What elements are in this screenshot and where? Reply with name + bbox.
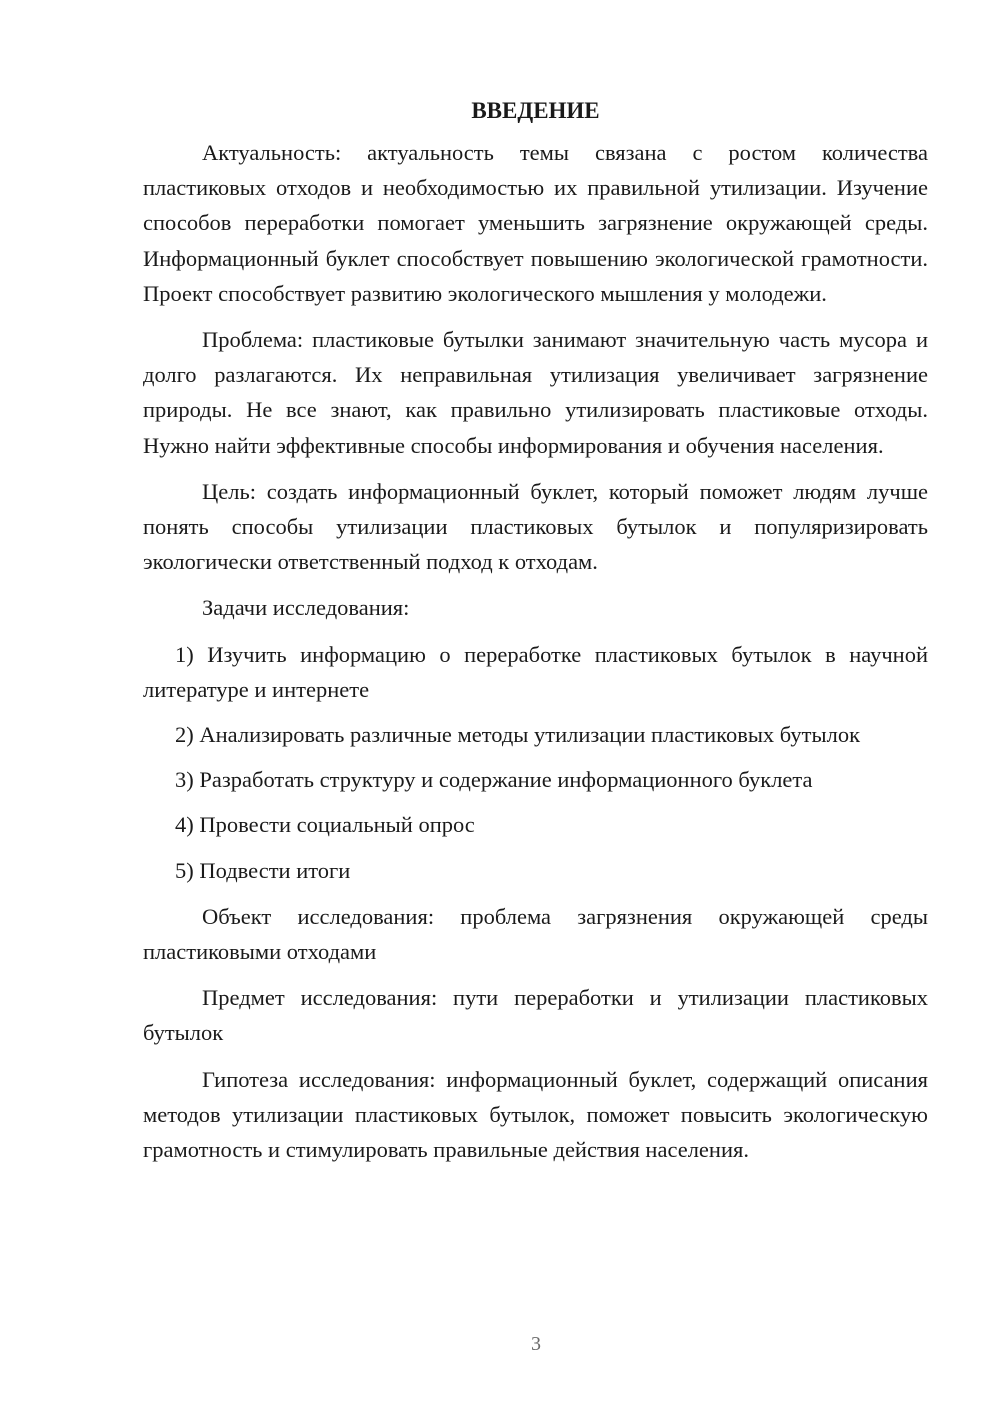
- list-item: 2) Анализировать различные методы утилизации пластиковых бутылок: [175, 722, 861, 748]
- list-item: 4) Провести социальный опрос: [175, 812, 475, 838]
- paragraph-goal: Цель: создать информационный буклет, который поможет людям лучше понять способы утилизации пластиковых бутылок и популяризировать экологически ответственный подход к отходам.: [143, 478, 928, 575]
- paragraph-problem: Проблема: пластиковые бутылки занимают значительную часть мусора и долго разлагаются. Их неправильная утилизация увеличивает загрязнение природы. Не все знают, как правильно утилизировать пластиковые отходы. Нужно найти эффективные способы информирования и обучения населения.: [143, 327, 928, 458]
- paragraph-hypothesis: Гипотеза исследования: информационный буклет, содержащий описания методов утилизации пластиковых бутылок, поможет повысить экологическую грамотность и стимулировать правильные действия населения.: [143, 1066, 928, 1163]
- tasks-list: [143, 637, 928, 888]
- paragraph-object: Объект исследования: проблема загрязнения окружающей среды пластиковыми отходами: [143, 903, 928, 965]
- list-item: 1) Изучить информацию о переработке пластиковых бутылок в научной литературе и интернете: [143, 641, 928, 702]
- paragraph-relevance: Актуальность: актуальность темы связана с ростом количества пластиковых отходов и необходимостью их правильной утилизации. Изучение способов переработки помогает уменьшить загрязнение окружающей среды. Информационный буклет способствует повышению экологической грамотности. Проект способствует развитию экологического мышления у молодежи.: [143, 140, 928, 306]
- list-item: 3) Разработать структуру и содержание информационного буклета: [175, 767, 813, 793]
- page-number: 3: [531, 1333, 541, 1355]
- paragraph-tasks-title: Задачи исследования:: [202, 595, 410, 621]
- page-content: [143, 93, 928, 1167]
- section-heading: ВВЕДЕНИЕ: [471, 98, 600, 123]
- paragraph-subject: Предмет исследования: пути переработки и утилизации пластиковых бутылок: [143, 985, 928, 1046]
- list-item: 5) Подвести итоги: [175, 857, 351, 883]
